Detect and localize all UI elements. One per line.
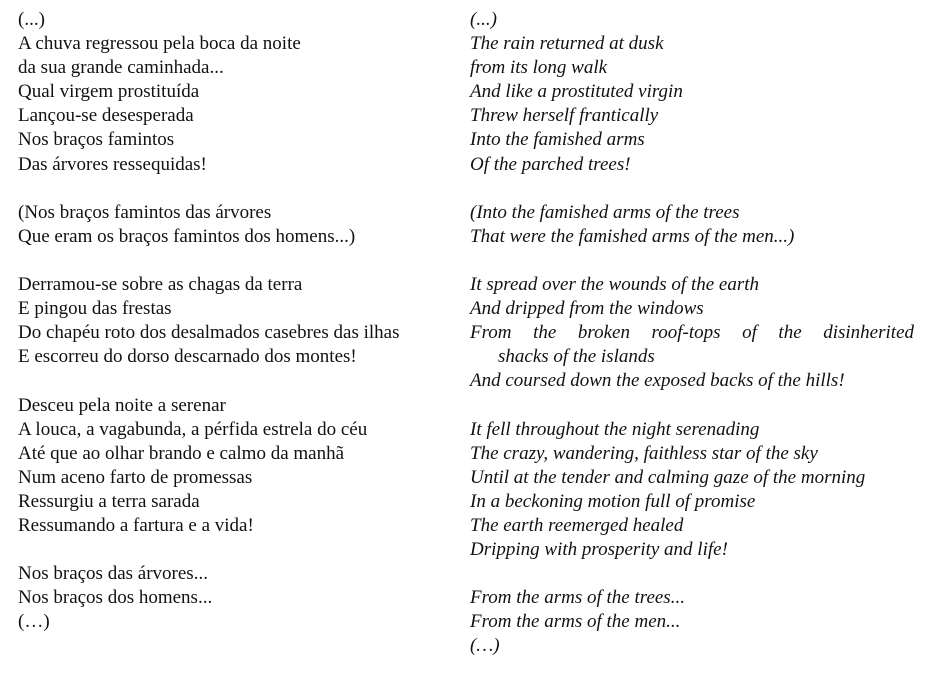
translation-line: Until at the tender and calming gaze of the morning [470, 466, 866, 488]
poem-line: A louca, a vagabunda, a pérfida estrela do céu [18, 418, 368, 440]
stanza-break [470, 249, 914, 273]
translation-line: And coursed down the exposed backs of the hills! [470, 370, 845, 392]
poem-line: (…) [18, 611, 50, 633]
stanza-break [470, 562, 914, 586]
translation-line: And like a prostituted virgin [470, 81, 683, 103]
poem-line: Nos braços dos homens... [18, 587, 213, 609]
poem-line: (Nos braços famintos das árvores [18, 201, 272, 223]
translation-line: Of the parched trees! [470, 153, 631, 175]
translation-line: It spread over the wounds of the earth [470, 274, 760, 296]
translation-line: From the broken roof-tops of the disinherited [470, 322, 914, 344]
translation-poem-column [470, 8, 914, 659]
translation-line: That were the famished arms of the men...) [470, 225, 795, 247]
poem-line: Que eram os braços famintos dos homens...) [18, 225, 356, 247]
poem-line: Qual virgem prostituída [18, 81, 200, 103]
translation-line: From the arms of the trees... [470, 587, 685, 609]
poem-line: Ressurgiu a terra sarada [18, 490, 200, 512]
translation-line: The earth reemerged healed [470, 514, 684, 536]
poem-line: (...) [18, 9, 45, 30]
poem-line: E pingou das frestas [18, 298, 172, 320]
poem-line: da sua grande caminhada... [18, 57, 224, 79]
translation-line: The rain returned at dusk [470, 33, 664, 55]
stanza-break [18, 249, 458, 273]
translation-line-continuation: shacks of the islands [498, 346, 655, 368]
translation-line: from its long walk [470, 57, 608, 79]
translation-line: The crazy, wandering, faithless star of the sky [470, 442, 818, 464]
stanza-break [470, 177, 914, 201]
poem-line: Até que ao olhar brando e calmo da manhã [18, 442, 345, 464]
poem-line: Do chapéu roto dos desalmados casebres das ilhas [18, 322, 400, 344]
translation-line: (Into the famished arms of the trees [470, 201, 740, 223]
original-poem-column [18, 8, 458, 634]
translation-line: Threw herself frantically [470, 105, 659, 127]
translation-line: (...) [470, 9, 497, 30]
poem-line: Lançou-se desesperada [18, 105, 194, 127]
translation-line: (…) [470, 635, 500, 657]
translation-line: Dripping with prosperity and life! [470, 539, 728, 561]
stanza-break [18, 177, 458, 201]
poem-line: Derramou-se sobre as chagas da terra [18, 274, 303, 296]
poem-line: Nos braços das árvores... [18, 563, 208, 585]
stanza-break [18, 369, 458, 393]
poem-line: Num aceno farto de promessas [18, 466, 253, 488]
poem-line: Das árvores ressequidas! [18, 153, 207, 175]
stanza-break [470, 394, 914, 418]
translation-line: It fell throughout the night serenading [470, 418, 760, 440]
poem-line: A chuva regressou pela boca da noite [18, 33, 301, 55]
poem-line: E escorreu do dorso descarnado dos montes! [18, 346, 357, 368]
translation-line: In a beckoning motion full of promise [470, 490, 756, 512]
translation-line: Into the famished arms [470, 129, 645, 151]
stanza-break [18, 538, 458, 562]
poem-line: Nos braços famintos [18, 129, 175, 151]
poem-line: Desceu pela noite a serenar [18, 394, 226, 416]
poem-line: Ressumando a fartura e a vida! [18, 514, 254, 536]
translation-line: And dripped from the windows [470, 298, 704, 320]
translation-line: From the arms of the men... [470, 611, 681, 633]
